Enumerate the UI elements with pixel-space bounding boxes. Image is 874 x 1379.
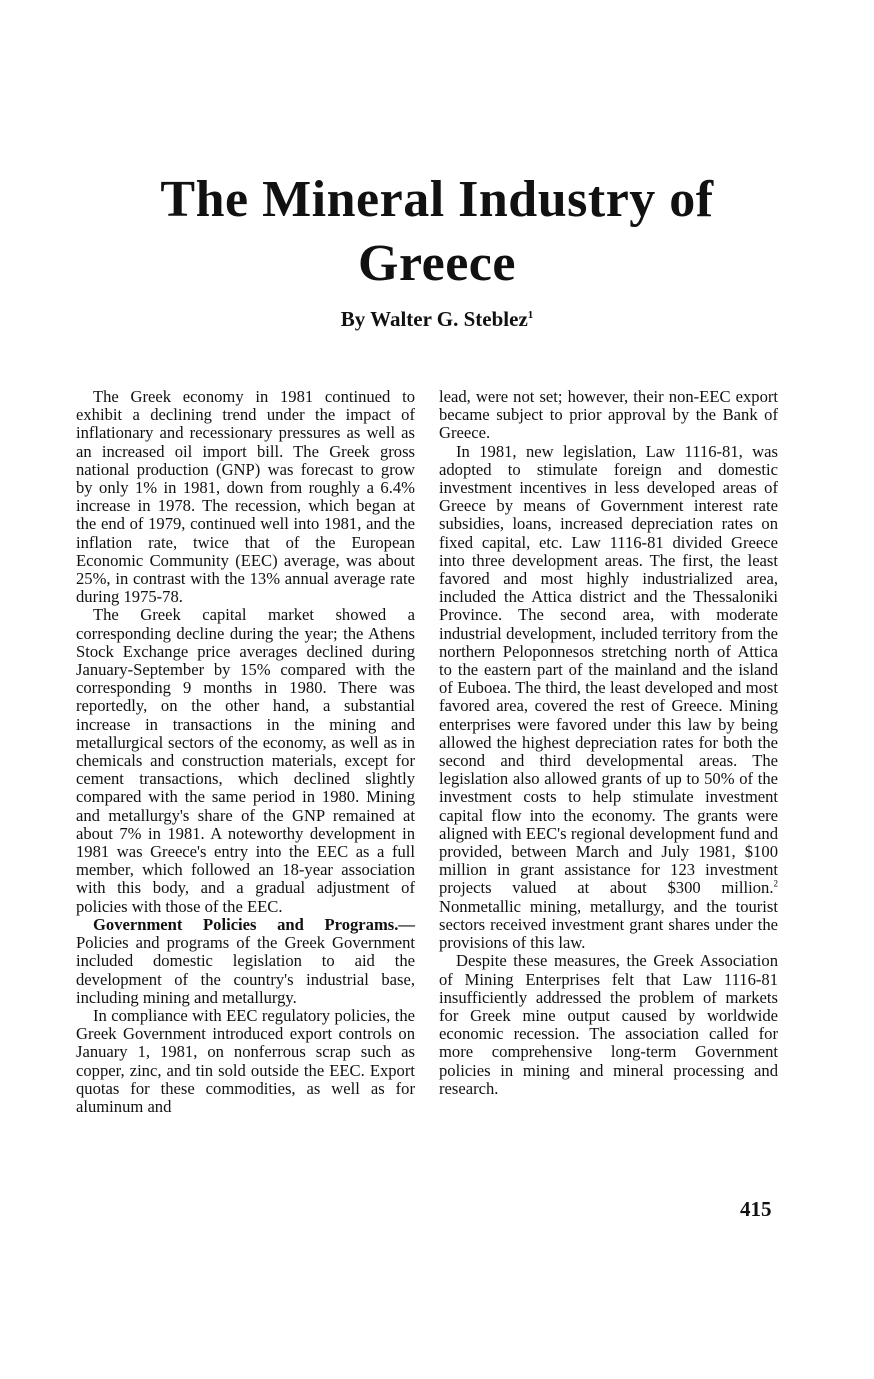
footnote-marker-2: 2 [773,878,778,889]
page-number: 415 [740,1197,772,1221]
byline [0,305,874,333]
law-text-continued: Nonmetallic mining, metallurgy, and the tourist sectors received investment grant shares under the provisions of this law. [439,896,778,953]
paragraph-export-continued: lead, were not set; however, their non-EEC export became subject to prior approval by the Bank of Greece. [439,387,778,443]
paragraph-economy-overview: The Greek economy in 1981 continued to exhibit a declining trend under the impact of inflationary and recessionary pressures as well as an increased oil import bill. The Greek gross national production (GNP) was forecast to grow by only 1% in 1981, down from roughly a 6.4% increase in 1978. The recession, which began at the end of 1979, continued well into 1981, and the inflation rate, twice that of the European Economic Community (EEC) average, was about 25%, in contrast with the 13% annual average rate during 1975-78. [76,387,415,607]
author-name: By Walter G. Steblez [340,307,528,331]
paragraph-government-policies [76,916,415,1007]
section-heading-government-policies: Government Policies and Programs.— [93,914,415,934]
left-column [76,388,415,1116]
page-title [0,168,874,296]
law-text: In 1981, new legislation, Law 1116-81, was adopted to stimulate foreign and domestic investment incentives in less developed areas of Greece by means of Government interest rate subsidies, loans, increased depreciation rates on fixed capital, etc. Law 1116-81 divided Greece into three development areas. The first, the least favored and most highly industrialized area, included the Attica district and the Thessaloniki Province. The second area, with moderate industrial development, included territory from the northern Peloponnesos stretching north of Attica to the eastern part of the mainland and the island of Euboea. The third, the least developed and most favored area, covered the rest of Greece. Mining enterprises were favored under this law by being allowed the highest depreciation rates for both the second and third developmental areas. The legislation also allowed grants of up to 50% of the investment costs to help stimulate investment capital flow into the economy. The grants were aligned with EEC's regional development fund and provided, between March and July 1981, $100 million in grant assistance for 123 investment projects valued at about $300 million. [439,441,778,898]
paragraph-mining-association: Despite these measures, the Greek Association of Mining Enterprises felt that Law 1116-81 insufficiently addressed the problem of markets for Greek mine output caused by worldwide economic recession. The association called for more comprehensive long-term Government policies in mining and mineral processing and research. [439,951,778,1098]
paragraph-capital-market: The Greek capital market showed a corresponding decline during the year; the Athens Stock Exchange price averages declined during January-September by 15% compared with the corresponding 9 months in 1980. There was reportedly, on the other hand, a substantial increase in transactions in the mining and metallurgical sectors of the economy, as well as in chemicals and construction materials, except for cement transactions, which declined slightly compared with the same period in 1980. Mining and metallurgy's share of the GNP remained at about 7% in 1981. A noteworthy development in 1981 was Greece's entry into the EEC as a full member, which followed an 18-year association with this body, and a gradual adjustment of policies with those of the EEC. [76,605,415,916]
paragraph-export-controls: In compliance with EEC regulatory policies, the Greek Government introduced export controls on January 1, 1981, on nonferrous scrap such as copper, zinc, and tin sold outside the EEC. Export quotas for these commodities, as well as for aluminum and [76,1005,415,1116]
author-footnote-marker: 1 [527,309,534,321]
right-column [439,388,778,1098]
title-line-2: Greece [358,235,516,292]
government-policies-text: Policies and programs of the Greek Government included domestic legislation to aid the development of the country's industrial base, including mining and metallurgy. [76,933,415,1007]
title-line-1: The Mineral Industry of [160,171,714,228]
paragraph-law-1116-81 [439,443,778,953]
